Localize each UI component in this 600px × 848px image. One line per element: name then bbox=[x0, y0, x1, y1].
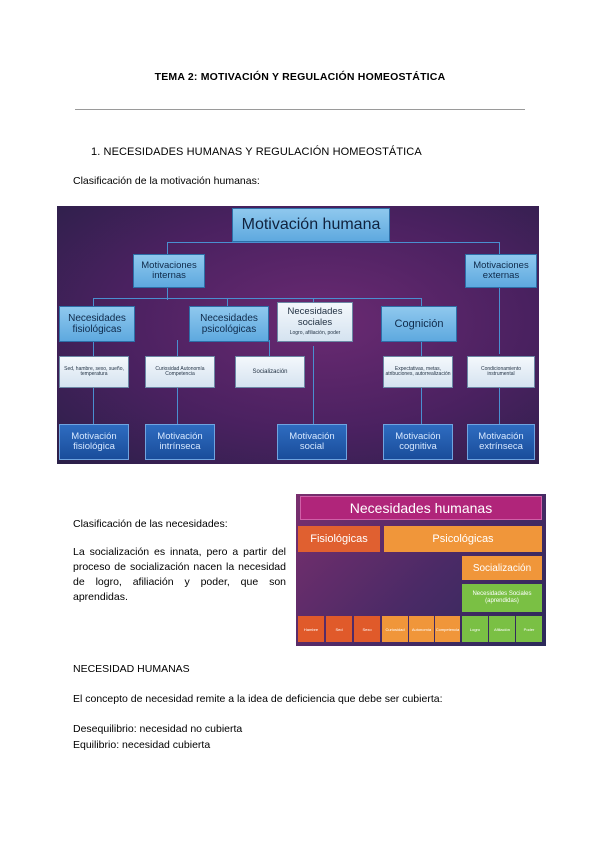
concept-text: El concepto de necesidad remite a la idea de deficiencia que debe ser cubierta: bbox=[73, 693, 443, 705]
cognitive-motivation-node: Motivación cognitiva bbox=[383, 424, 453, 460]
connector-line bbox=[437, 242, 499, 243]
psychological-bar: Psicológicas bbox=[384, 526, 542, 552]
connector-line bbox=[499, 386, 500, 424]
need-cell: Afiliación bbox=[489, 616, 515, 642]
extrinsic-motivation-node: Motivación extrínseca bbox=[467, 424, 535, 460]
intrinsic-motivation-node: Motivación intrínseca bbox=[145, 424, 215, 460]
physiological-needs-node: Necesidades fisiológicas bbox=[59, 306, 135, 342]
imbalance-text: Desequilibrio: necesidad no cubierta bbox=[73, 723, 243, 735]
connector-line bbox=[267, 242, 437, 243]
physiological-motivation-node: Motivación fisiológica bbox=[59, 424, 129, 460]
cognition-node: Cognición bbox=[381, 306, 457, 342]
social-needs-label: Necesidades sociales bbox=[287, 306, 343, 328]
cognition-items-node: Expectativas, metas, atribuciones, autorrealización bbox=[383, 356, 453, 388]
conditioning-node: Condicionamiento instrumental bbox=[467, 356, 535, 388]
physiological-bar: Fisiológicas bbox=[298, 526, 380, 552]
social-motivation-node: Motivación social bbox=[277, 424, 347, 460]
connector-line bbox=[167, 242, 267, 243]
motivation-diagram bbox=[57, 206, 539, 464]
connector-line bbox=[499, 242, 500, 254]
connector-line bbox=[499, 288, 500, 354]
need-cell: Hambre bbox=[298, 616, 324, 642]
internal-motivations-node: Motivaciones internas bbox=[133, 254, 205, 288]
need-cell: Autonomía bbox=[409, 616, 434, 642]
heading-necesidad-humanas: NECESIDAD HUMANAS bbox=[73, 663, 190, 675]
needs-diagram bbox=[296, 494, 546, 646]
social-needs-sub: Logro, afiliación, poder bbox=[289, 330, 341, 337]
root-node: Motivación humana bbox=[232, 208, 390, 242]
connector-line bbox=[269, 340, 270, 356]
socialization-node: Socialización bbox=[235, 356, 305, 388]
connector-line bbox=[93, 298, 421, 299]
connector-line bbox=[313, 346, 314, 424]
connector-line bbox=[167, 242, 168, 254]
need-cell: Poder bbox=[516, 616, 542, 642]
external-motivations-node: Motivaciones externas bbox=[465, 254, 537, 288]
need-cell: Curiosidad bbox=[382, 616, 408, 642]
needs-paragraph: La socialización es innata, pero a partir del proceso de socialización nacen la necesidad de logro, afiliación y poder, que son aprendidas. bbox=[73, 546, 286, 603]
social-needs-bar: Necesidades Sociales (aprendidas) bbox=[462, 584, 542, 612]
balance-text: Equilibrio: necesidad cubierta bbox=[73, 739, 211, 751]
needs-label: Clasificación de las necesidades: bbox=[73, 518, 228, 530]
psychological-needs-node: Necesidades psicológicas bbox=[189, 306, 269, 342]
need-cell: Sed bbox=[326, 616, 352, 642]
need-cell: Sexo bbox=[354, 616, 380, 642]
physiological-items-node: Sed, hambre, sexo, sueño, temperatura bbox=[59, 356, 129, 388]
psychological-items-node: Curiosidad Autonomía Competencia bbox=[145, 356, 215, 388]
needs-title-bar: Necesidades humanas bbox=[300, 496, 542, 520]
social-needs-node bbox=[277, 302, 353, 342]
socialization-bar: Socialización bbox=[462, 556, 542, 580]
title-divider bbox=[75, 109, 525, 110]
need-cell: Logro bbox=[462, 616, 488, 642]
intro-label: Clasificación de la motivación humanas: bbox=[73, 175, 260, 187]
section-heading: 1. NECESIDADES HUMANAS Y REGULACIÓN HOMEOSTÁTICA bbox=[91, 146, 422, 158]
document-title: TEMA 2: MOTIVACIÓN Y REGULACIÓN HOMEOSTÁTICA bbox=[154, 71, 446, 83]
need-cell: Competencia bbox=[435, 616, 460, 642]
